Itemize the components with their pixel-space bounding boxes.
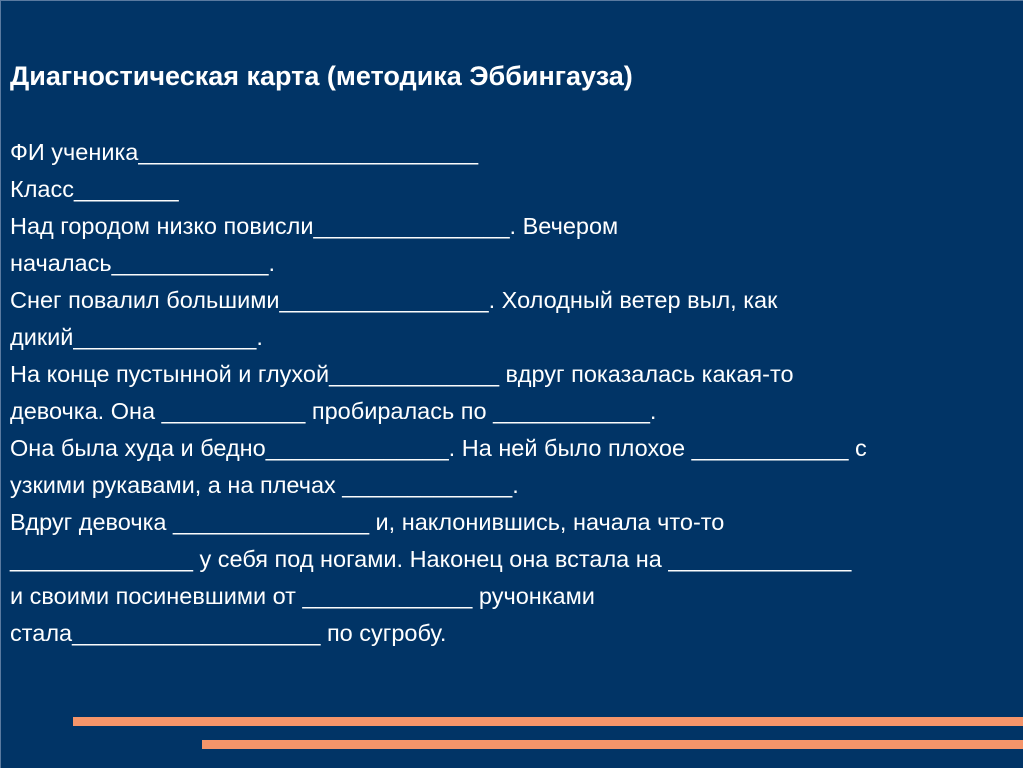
decorative-stripe-lower <box>202 740 1023 749</box>
text-line: дикий______________. <box>10 324 263 350</box>
text-line: Вдруг девочка _______________ и, наклонившись, начала что-то <box>10 509 725 535</box>
text-line: девочка. Она ___________ пробиралась по ____________. <box>10 398 657 424</box>
decorative-stripe-upper <box>73 717 1023 726</box>
slide-title: Диагностическая карта (методика Эббингауза) <box>10 61 633 91</box>
text-line: Над городом низко повисли_______________. Вечером <box>10 213 619 239</box>
text-line: стала___________________ по сугробу. <box>10 620 447 646</box>
text-line: узкими рукавами, а на плечах _____________. <box>10 472 519 498</box>
text-line: Класс________ <box>10 176 179 202</box>
text-line: Снег повалил большими________________. Холодный ветер выл, как <box>10 287 778 313</box>
text-line: На конце пустынной и глухой_____________ вдруг показалась какая-то <box>10 361 794 387</box>
text-line: ______________ у себя под ногами. Наконец она встала на ______________ <box>10 546 852 572</box>
text-line: Она была худа и бедно______________. На ней было плохое ____________ с <box>10 435 867 461</box>
worksheet-text <box>10 134 1020 652</box>
text-line: началась____________. <box>10 250 275 276</box>
text-line: ФИ ученика__________________________ <box>10 139 479 165</box>
text-line: и своими посиневшими от _____________ ручонками <box>10 583 595 609</box>
